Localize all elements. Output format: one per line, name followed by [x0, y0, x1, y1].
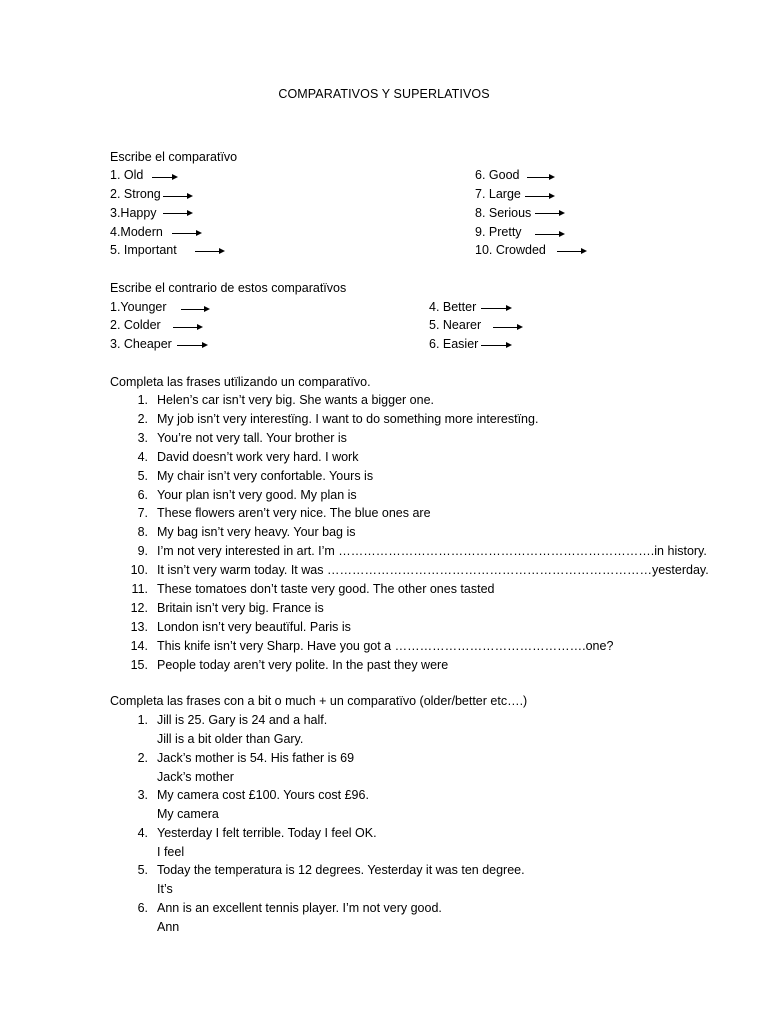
comparative-item-10: 10. Crowded	[475, 243, 546, 257]
comparative-item-1: 1. Old	[110, 168, 144, 182]
list-number: 6.	[137, 901, 148, 915]
section2-heading: Escribe el contrario de estos comparatïvos	[110, 281, 347, 295]
arrow-icon	[163, 196, 189, 197]
list-number: 3.	[137, 788, 148, 802]
list-number: 7.	[137, 506, 148, 520]
opposite-item-4: 4. Better	[429, 300, 477, 314]
list-number: 9.	[137, 544, 148, 558]
exercise-answer: Jill is a bit older than Gary.	[157, 732, 304, 746]
exercise-question: My camera cost £100. Yours cost £96.	[157, 788, 369, 802]
opposite-item-5: 5. Nearer	[429, 318, 482, 332]
list-item: These flowers aren’t very nice. The blue ones are	[157, 506, 431, 520]
arrow-icon	[163, 213, 189, 214]
arrow-icon	[493, 327, 519, 328]
list-number: 5.	[137, 469, 148, 483]
arrow-icon	[525, 196, 551, 197]
arrow-icon	[527, 177, 551, 178]
comparative-item-2: 2. Strong	[110, 187, 161, 201]
list-item: Helen’s car isn’t very big. She wants a bigger one.	[157, 393, 435, 407]
exercise-answer: My camera	[157, 807, 219, 821]
list-number: 5.	[137, 863, 148, 877]
list-number: 14.	[130, 639, 148, 653]
exercise-question: Jill is 25. Gary is 24 and a half.	[157, 713, 328, 727]
arrow-icon	[181, 309, 206, 310]
arrow-icon	[557, 251, 583, 252]
list-number: 2.	[137, 751, 148, 765]
list-number: 4.	[137, 450, 148, 464]
section4-heading: Completa las frases con a bit o much + un comparatïvo (older/better etc….)	[110, 694, 528, 708]
list-number: 15.	[130, 658, 148, 672]
list-number: 10.	[130, 563, 148, 577]
list-number: 3.	[137, 431, 148, 445]
arrow-icon	[535, 234, 561, 235]
list-number: 13.	[130, 620, 148, 634]
list-item: My job isn’t very interestïng. I want to do something more interestïng.	[157, 412, 539, 426]
exercise-question: Yesterday I felt terrible. Today I feel OK.	[157, 826, 377, 840]
comparative-item-3: 3.Happy	[110, 206, 157, 220]
comparative-item-6: 6. Good	[475, 168, 520, 182]
list-item: People today aren’t very polite. In the past they were	[157, 658, 449, 672]
list-item: This knife isn’t very Sharp. Have you got a ……………………………………….one?	[157, 639, 614, 653]
list-item: You’re not very tall. Your brother is	[157, 431, 347, 445]
comparative-item-4: 4.Modern	[110, 225, 163, 239]
exercise-answer: It’s	[157, 882, 173, 896]
exercise-answer: Jack’s mother	[157, 770, 234, 784]
arrow-icon	[173, 327, 199, 328]
arrow-icon	[481, 345, 508, 346]
list-item: These tomatoes don’t taste very good. The other ones tasted	[157, 582, 495, 596]
list-number: 1.	[137, 393, 148, 407]
list-number: 2.	[137, 412, 148, 426]
arrow-icon	[535, 213, 561, 214]
arrow-icon	[172, 233, 198, 234]
list-item: My chair isn’t very confortable. Yours is	[157, 469, 374, 483]
list-number: 11.	[131, 582, 148, 596]
exercise-answer: Ann	[157, 920, 180, 934]
list-number: 12.	[130, 601, 148, 615]
list-number: 1.	[137, 713, 148, 727]
list-item: I’m not very interested in art. I’m ………………………………………………………………….in history.	[157, 544, 707, 558]
list-item: Britain isn’t very big. France is	[157, 601, 324, 615]
list-number: 4.	[137, 826, 148, 840]
list-number: 6.	[137, 488, 148, 502]
exercise-answer: I feel	[157, 845, 185, 859]
list-item: London isn’t very beautïful. Paris is	[157, 620, 351, 634]
arrow-icon	[177, 345, 204, 346]
arrow-icon	[152, 177, 174, 178]
opposite-item-1: 1.Younger	[110, 300, 167, 314]
arrow-icon	[481, 308, 508, 309]
list-item: David doesn’t work very hard. I work	[157, 450, 359, 464]
list-item: Your plan isn’t very good. My plan is	[157, 488, 357, 502]
exercise-question: Ann is an excellent tennis player. I’m not very good.	[157, 901, 442, 915]
comparative-item-9: 9. Pretty	[475, 225, 522, 239]
exercise-question: Today the temperatura is 12 degrees. Yesterday it was ten degree.	[157, 863, 525, 877]
opposite-item-6: 6. Easier	[429, 337, 479, 351]
section1-heading: Escribe el comparatïvo	[110, 150, 238, 164]
comparative-item-8: 8. Serious	[475, 206, 532, 220]
exercise-question: Jack’s mother is 54. His father is 69	[157, 751, 355, 765]
list-number: 8.	[137, 525, 148, 539]
opposite-item-2: 2. Colder	[110, 318, 161, 332]
arrow-icon	[195, 251, 221, 252]
list-item: It isn’t very warm today. It was ……………………………………………………………………yesterday.	[157, 563, 709, 577]
comparative-item-7: 7. Large	[475, 187, 521, 201]
list-item: My bag isn’t very heavy. Your bag is	[157, 525, 356, 539]
comparative-item-5: 5. Important	[110, 243, 177, 257]
opposite-item-3: 3. Cheaper	[110, 337, 172, 351]
page-title: COMPARATIVOS Y SUPERLATIVOS	[278, 87, 490, 101]
section3-heading: Completa las frases utïlizando un comparatïvo.	[110, 375, 371, 389]
